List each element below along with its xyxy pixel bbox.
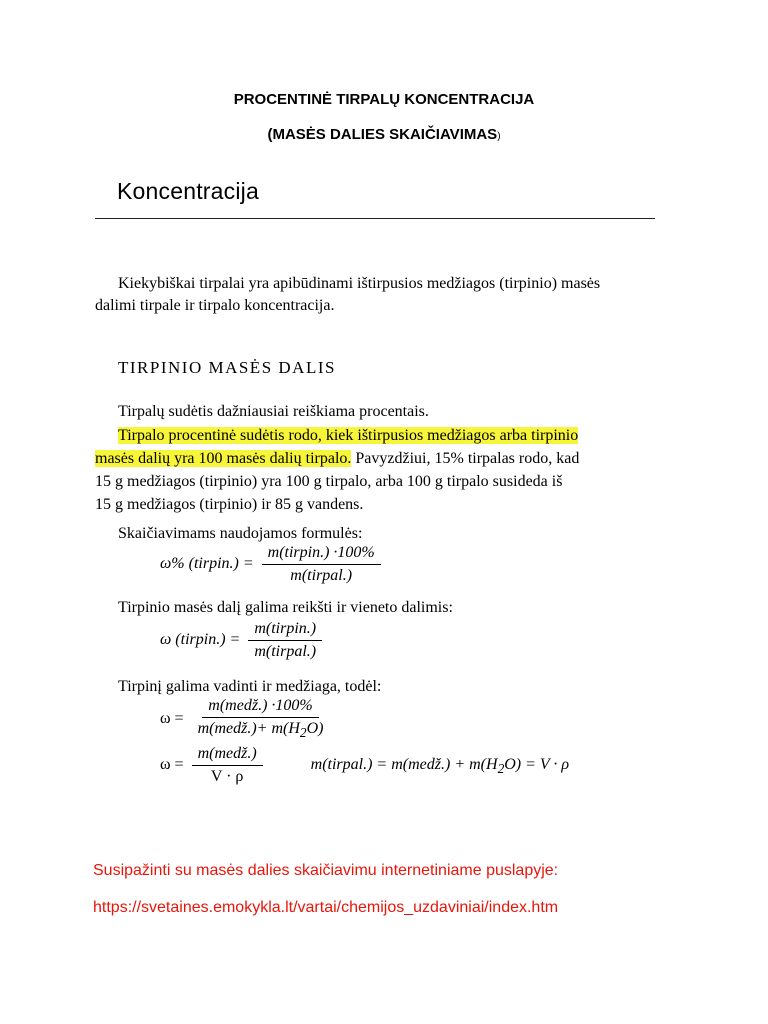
unit-fraction-intro: Tirpinio masės dalį galima reikšti ir vieneto dalimis: <box>118 599 453 616</box>
formula-4-denominator: V · ρ <box>210 768 244 785</box>
paragraph-line-1: Tirpalų sudėtis dažniausiai reiškiama procentais. <box>118 403 429 420</box>
formula-mass-percent <box>160 544 385 585</box>
subtitle-close: ) <box>497 131 501 142</box>
paragraph-line-2 <box>118 425 578 447</box>
formula-3-den-part-b: O) <box>306 720 324 737</box>
formula-mass-fraction <box>160 620 326 661</box>
document-title: PROCENTINĖ TIRPALŲ KONCENTRACIJA <box>233 91 535 108</box>
paragraph-line-5: 15 g medžiagos (tirpinio) ir 85 g vandens. <box>95 496 364 513</box>
example-text: Pavyzdžiui, 15% tirpalas rodo, kad <box>351 450 580 467</box>
formulas-intro: Skaičiavimams naudojamos formulės: <box>118 525 363 542</box>
formula-4-subscript: 2 <box>497 761 505 777</box>
formula-1-lhs: ω% (tirpin.) = <box>160 555 254 573</box>
formula-density <box>160 745 569 786</box>
paragraph-line-4: 15 g medžiagos (tirpinio) yra 100 g tirpalo, arba 100 g tirpalo susideda iš <box>95 473 563 490</box>
intro-line-2: dalimi tirpale ir tirpalo koncentracija. <box>95 297 335 314</box>
section-title: Koncentracija <box>117 178 259 204</box>
formula-substance-water <box>160 697 333 741</box>
formula-1-denominator: m(tirpal.) <box>290 567 353 584</box>
formula-2-lhs: ω (tirpin.) = <box>160 631 241 649</box>
formula-2-denominator: m(tirpal.) <box>254 643 317 660</box>
formula-2-numerator: m(tirpin.) <box>248 620 322 641</box>
highlighted-definition-2: masės dalių yra 100 masės dalių tirpalo. <box>95 450 352 467</box>
formula-3-lhs: ω = <box>160 709 184 727</box>
formula-3-subscript: 2 <box>299 725 307 741</box>
formula-3-denominator <box>192 718 330 741</box>
intro-line-1: Kiekybiškai tirpalai yra apibūdinami ištirpusios medžiagos (tirpinio) masės <box>118 275 601 292</box>
formula-4-rhs-part-a: m(tirpal.) = m(medž.) + m(H <box>310 756 498 774</box>
footer-instruction: Susipažinti su masės dalies skaičiavimu internetiniame puslapyje: <box>93 862 559 879</box>
paragraph-line-3 <box>95 448 579 470</box>
section-rule <box>95 218 655 219</box>
formula-3-numerator: m(medž.) ·100% <box>202 697 318 718</box>
highlighted-definition-1: Tirpalo procentinė sudėtis rodo, kiek ištirpusios medžiagos arba tirpinio <box>118 427 579 444</box>
formula-1-numerator: m(tirpin.) ·100% <box>262 544 381 565</box>
subtitle-text: (MASĖS DALIES SKAIČIAVIMAS <box>267 126 498 143</box>
formula-2-fraction <box>248 620 322 661</box>
formula-1-fraction <box>262 544 381 585</box>
subsection-title: TIRPINIO MASĖS DALIS <box>118 358 336 377</box>
formula-3-den-part-a: m(medž.)+ m(H <box>197 720 300 737</box>
formula-4-lhs: ω = <box>160 756 184 774</box>
formula-4-rhs <box>310 756 570 777</box>
formula-4-numerator: m(medž.) <box>192 745 263 766</box>
substance-intro: Tirpinį galima vadinti ir medžiaga, todėl: <box>118 678 382 695</box>
formula-4-rhs-part-b: O) = V · ρ <box>504 756 570 774</box>
formula-4-fraction <box>192 745 263 786</box>
footer-link[interactable]: https://svetaines.emokykla.lt/vartai/chemijos_uzdaviniai/index.htm <box>93 899 559 916</box>
formula-3-fraction <box>192 697 330 741</box>
